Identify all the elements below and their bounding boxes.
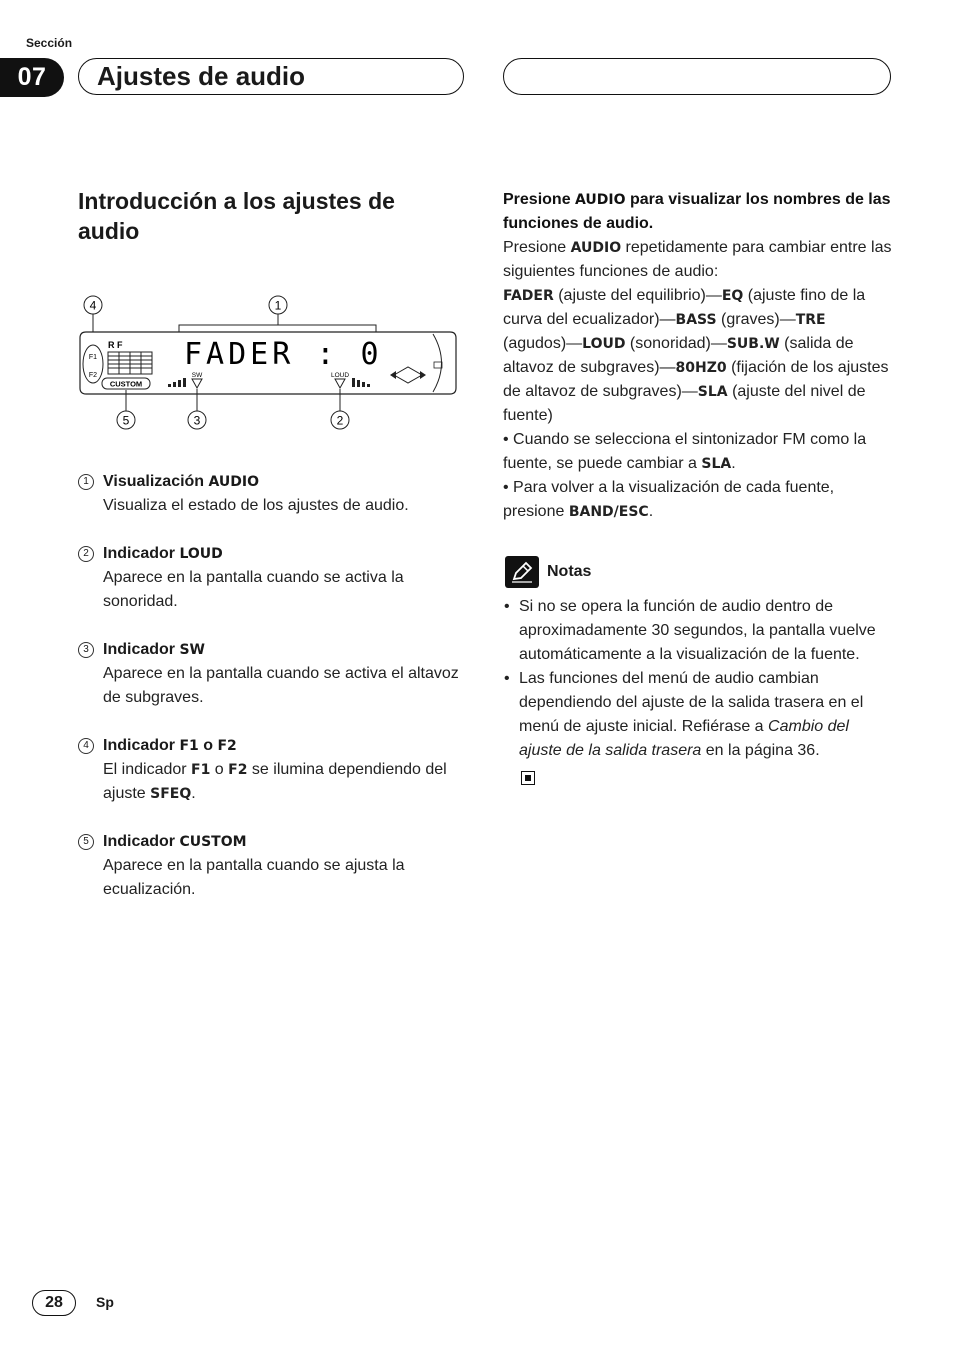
legend-description: Aparece en la pantalla cuando se activa la sonoridad.: [103, 569, 404, 610]
pencil-icon: [505, 556, 539, 588]
notes-list: [503, 595, 893, 787]
function-chain: FADER (ajuste del equilibrio)—EQ (ajuste fino de la curva del ecualizador)—BASS (graves)—TRE (agudos)—LOUD (sonoridad)—SUB.W (salida de altavoz de subgraves)—80HZ0 (fijación de los ajustes de altavoz de subgraves)—SLA (ajuste del nivel de fuente): [503, 287, 889, 424]
callout-3-label: 3: [193, 413, 201, 428]
page-number: 28: [32, 1290, 76, 1316]
legend-item: [78, 542, 468, 614]
notes-header: [505, 556, 591, 588]
legend-item: [78, 638, 468, 710]
end-of-section-icon: [521, 771, 535, 785]
callout-2-label: 2: [336, 413, 344, 428]
notes-title: Notas: [547, 563, 592, 580]
note-item: • Si no se opera la función de audio dentro de aproximadamente 30 segundos, la pantalla vuelve automáticamente a la visualización de la fuente.: [503, 595, 893, 667]
lcd-main-text: FADER : 0: [184, 337, 383, 372]
header-right-box: [503, 58, 891, 95]
page-heading: Introducción a los ajustes de audio: [78, 188, 395, 244]
legend-item: [78, 734, 468, 806]
legend-number: 3: [78, 642, 94, 658]
section-number-tab: 07: [0, 58, 64, 97]
display-illustration: [78, 292, 460, 434]
legend-description: Visualiza el estado de los ajustes de audio.: [103, 497, 409, 514]
callout-5-label: 5: [122, 413, 130, 428]
loud-indicator: LOUD: [330, 372, 350, 379]
legend-title: Indicador LOUD: [103, 545, 223, 562]
f1-indicator: F1: [88, 354, 98, 361]
callout-1-label: 1: [274, 298, 282, 313]
rf-indicator: R F: [108, 340, 123, 350]
section-label: Sección: [26, 36, 73, 50]
legend-description: El indicador F1 o F2 se ilumina dependiendo del ajuste SFEQ.: [103, 761, 447, 802]
f2-indicator: F2: [88, 372, 98, 379]
audio-instructions: [503, 188, 893, 524]
legend-number: 1: [78, 474, 94, 490]
instruction-lead: Presione AUDIO para visualizar los nombres de las funciones de audio.: [503, 191, 891, 232]
legend-item: [78, 830, 468, 902]
language-code: Sp: [96, 1294, 114, 1310]
legend-description: Aparece en la pantalla cuando se ajusta la ecualización.: [103, 857, 405, 898]
indicator-legend: [78, 470, 468, 926]
lcd-diagram: [78, 292, 460, 434]
instruction-bullet: • Para volver a la visualización de cada fuente, presione BAND/ESC.: [503, 479, 835, 520]
callout-4-label: 4: [89, 298, 97, 313]
custom-indicator: CUSTOM: [109, 379, 143, 389]
note-item: • Las funciones del menú de audio cambian dependiendo del ajuste de la salida trasera en el menú de ajuste inicial. Refiérase a Cambio del ajuste de la salida trasera en la página 36.: [503, 667, 893, 763]
legend-item: [78, 470, 468, 518]
instruction-bullet: • Cuando se selecciona el sintonizador FM como la fuente, se puede cambiar a SLA.: [503, 431, 867, 472]
section-title: Ajustes de audio: [78, 58, 464, 95]
sw-indicator: SW: [191, 372, 203, 379]
legend-title: Indicador CUSTOM: [103, 833, 247, 850]
legend-number: 4: [78, 738, 94, 754]
legend-number: 2: [78, 546, 94, 562]
legend-title: Visualización AUDIO: [103, 473, 260, 490]
legend-description: Aparece en la pantalla cuando se activa el altavoz de subgraves.: [103, 665, 459, 706]
legend-title: Indicador SW: [103, 641, 205, 658]
instruction-body: Presione AUDIO repetidamente para cambiar entre las siguientes funciones de audio:: [503, 239, 892, 280]
legend-title: Indicador F1 o F2: [103, 737, 237, 754]
legend-number: 5: [78, 834, 94, 850]
